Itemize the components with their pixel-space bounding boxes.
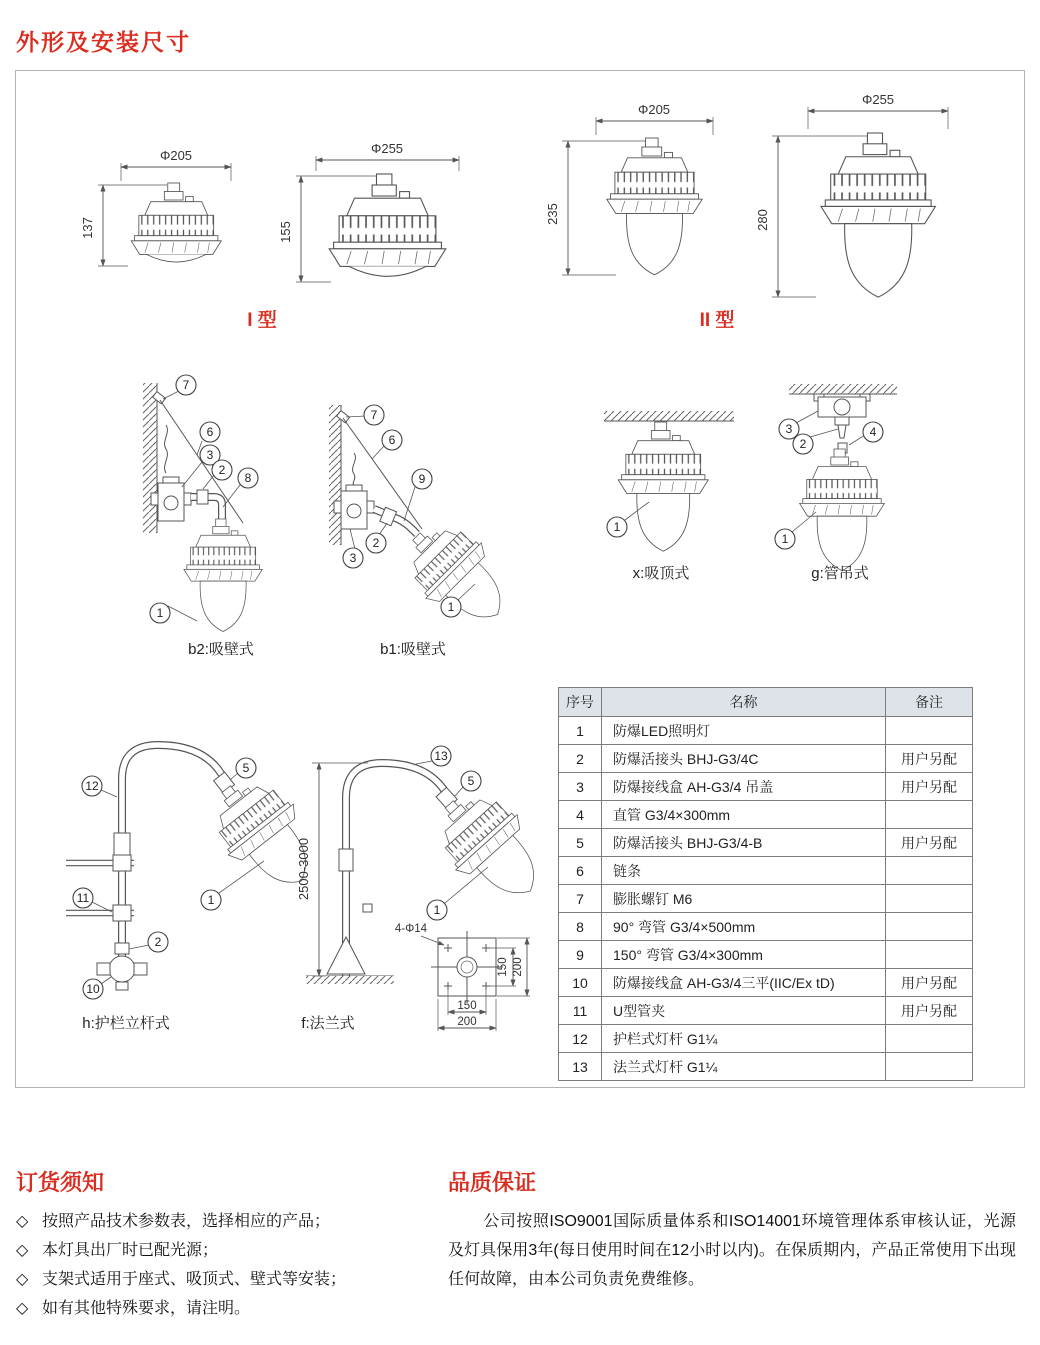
ordering-note-line [16,1294,346,1323]
table-row [559,829,973,857]
svg-text:1: 1 [207,893,215,907]
flange-dim-200-h: 200 [457,1016,477,1028]
svg-text:5: 5 [242,761,250,775]
parts-table [558,687,973,1081]
table-row [559,717,973,745]
svg-text:5: 5 [467,774,475,788]
part-name: 防爆LED照明灯 [602,717,886,745]
part-no: 9 [559,941,602,969]
table-header-row [559,688,973,717]
table-row [559,773,973,801]
svg-text:10: 10 [86,982,100,996]
svg-text:9: 9 [418,472,426,486]
part-no: 2 [559,745,602,773]
callout-5 [236,758,256,778]
mount-h-label: h:护栏立杆式 [82,1015,170,1032]
flange-dim-200-v: 200 [512,957,524,977]
part-name: 直管 G3/4×300mm [602,801,886,829]
dim-width: Φ205 [159,148,193,163]
flange-dim-150-h: 150 [457,1000,477,1012]
svg-text:4: 4 [869,425,877,439]
ordering-note-text: 按照产品技术参数表，选择相应的产品； [42,1213,331,1230]
callout-6 [200,422,220,442]
callout-3 [343,548,363,568]
part-note [886,885,973,913]
diamond-bullet-icon: ◇ [16,1213,29,1230]
lamp-type1-small-drawing [80,148,231,266]
flange-holes-label: 4-Φ14 [394,923,428,935]
part-note: 用户另配 [886,969,973,997]
callout-1 [150,603,170,623]
part-no: 3 [559,773,602,801]
ordering-note-text: 如有其他特殊要求，请注明。 [42,1300,251,1317]
svg-text:1: 1 [156,606,164,620]
svg-text:1: 1 [433,903,441,917]
dim-width: Φ255 [861,92,895,107]
lamp-type2-large-drawing [755,92,948,297]
part-note: 用户另配 [886,997,973,1025]
part-note: 用户另配 [886,829,973,857]
mount-f-label: f:法兰式 [301,1015,355,1032]
svg-text:2: 2 [154,935,162,949]
diamond-bullet-icon: ◇ [16,1271,29,1288]
svg-text:3: 3 [206,448,214,462]
callout-8 [238,468,258,488]
part-name: U型管夹 [602,997,886,1025]
callout-2 [366,533,386,553]
mount-b1-drawing [329,405,525,658]
table-row [559,857,973,885]
callout-2 [212,460,232,480]
dim-height: 280 [755,209,770,231]
mount-g-drawing [775,384,897,582]
table-row [559,941,973,969]
ordering-note-line [16,1265,346,1294]
ordering-notes [16,1207,346,1323]
callout-2 [148,932,168,952]
page-title: 外形及安装尺寸 [16,29,191,55]
ordering-note-text: 本灯具出厂时已配光源； [42,1242,219,1259]
part-name: 法兰式灯杆 G1¼ [602,1053,886,1081]
part-no: 8 [559,913,602,941]
svg-text:12: 12 [85,779,99,793]
quality-body-text: 公司按照ISO9001国际质量体系和ISO14001环境管理体系审核认证，光源及灯具保用3年(每日使用时间在12小时以内)。在保质期内，产品正常使用下出现任何故障，由本公司负责免费维修。 [448,1213,1016,1288]
svg-text:13: 13 [434,749,448,763]
part-name: 膨胀螺钉 M6 [602,885,886,913]
callout-1 [775,529,795,549]
table-row [559,913,973,941]
callout-1 [201,890,221,910]
col-header-name: 名称 [602,688,886,717]
lamp-type1-large-drawing [278,141,459,282]
mount-g-label: g:管吊式 [811,565,869,582]
callout-1 [441,597,461,617]
ordering-note-text: 支架式适用于座式、吸顶式、壁式等安装； [42,1271,347,1288]
part-no: 5 [559,829,602,857]
mount-b2-label: b2:吸壁式 [188,641,254,658]
part-note [886,1053,973,1081]
callout-1 [607,517,627,537]
callout-9 [412,469,432,489]
part-note: 用户另配 [886,745,973,773]
part-note [886,941,973,969]
diamond-bullet-icon: ◇ [16,1242,29,1259]
svg-text:3: 3 [785,422,793,436]
quality-section-title: 品质保证 [448,1170,537,1195]
svg-text:11: 11 [76,891,90,905]
callout-5 [461,771,481,791]
col-header-no: 序号 [559,688,602,717]
callout-10 [83,979,103,999]
type1-label: I 型 [247,310,277,331]
ordering-note-line [16,1236,346,1265]
ordering-note-line [16,1207,346,1236]
part-name: 防爆活接头 BHJ-G3/4-B [602,829,886,857]
svg-text:7: 7 [182,378,190,392]
dim-height: 137 [80,217,95,239]
dim-width: Φ255 [370,141,404,156]
table-row [559,1053,973,1081]
mount-f-drawing [296,746,561,1032]
part-no: 7 [559,885,602,913]
table-row [559,885,973,913]
svg-text:3: 3 [349,551,357,565]
svg-text:6: 6 [388,433,396,447]
callout-7 [176,375,196,395]
dim-width: Φ205 [637,102,671,117]
part-name: 护栏式灯杆 G1¼ [602,1025,886,1053]
part-name: 链条 [602,857,886,885]
mount-x-drawing [604,411,734,582]
svg-text:2: 2 [799,437,807,451]
svg-text:1: 1 [447,600,455,614]
col-header-note: 备注 [886,688,973,717]
dim-height: 235 [545,203,560,225]
callout-12 [82,776,102,796]
part-name: 90° 弯管 G3/4×500mm [602,913,886,941]
flange-plate-detail [395,923,530,1031]
dim-height: 155 [278,221,293,243]
table-row [559,969,973,997]
type2-label: II 型 [699,310,735,331]
callout-11 [73,888,93,908]
part-no: 12 [559,1025,602,1053]
part-no: 1 [559,717,602,745]
part-no: 6 [559,857,602,885]
mount-b2-drawing [143,375,262,658]
mount-h-drawing [66,745,334,1032]
callout-1 [427,900,447,920]
svg-text:2: 2 [218,463,226,477]
part-note [886,857,973,885]
mount-x-label: x:吸顶式 [632,565,690,582]
part-name: 防爆活接头 BHJ-G3/4C [602,745,886,773]
part-note [886,801,973,829]
flange-dim-150-v: 150 [497,957,509,977]
lamp-type2-small-drawing [545,102,713,275]
part-note [886,717,973,745]
ordering-section-title: 订货须知 [16,1170,105,1195]
part-note [886,913,973,941]
part-no: 4 [559,801,602,829]
table-row [559,997,973,1025]
svg-text:7: 7 [370,408,378,422]
svg-text:1: 1 [781,532,789,546]
callout-6 [382,430,402,450]
callout-2 [793,434,813,454]
callout-7 [364,405,384,425]
mount-b1-label: b1:吸壁式 [380,641,446,658]
part-name: 防爆接线盒 AH-G3/4三平(IIC/Ex tD) [602,969,886,997]
pole-height-dim: 2500-3000 [296,837,311,901]
part-no: 13 [559,1053,602,1081]
part-name: 150° 弯管 G3/4×300mm [602,941,886,969]
table-row [559,745,973,773]
table-row [559,801,973,829]
part-note: 用户另配 [886,773,973,801]
svg-text:8: 8 [244,471,252,485]
part-no: 11 [559,997,602,1025]
callout-4 [863,422,883,442]
svg-text:2: 2 [372,536,380,550]
part-name: 防爆接线盒 AH-G3/4 吊盖 [602,773,886,801]
callout-3 [779,419,799,439]
part-note [886,1025,973,1053]
diamond-bullet-icon: ◇ [16,1300,29,1317]
callout-13 [431,746,451,766]
table-row [559,1025,973,1053]
svg-text:6: 6 [206,425,214,439]
svg-text:1: 1 [613,520,621,534]
part-no: 10 [559,969,602,997]
